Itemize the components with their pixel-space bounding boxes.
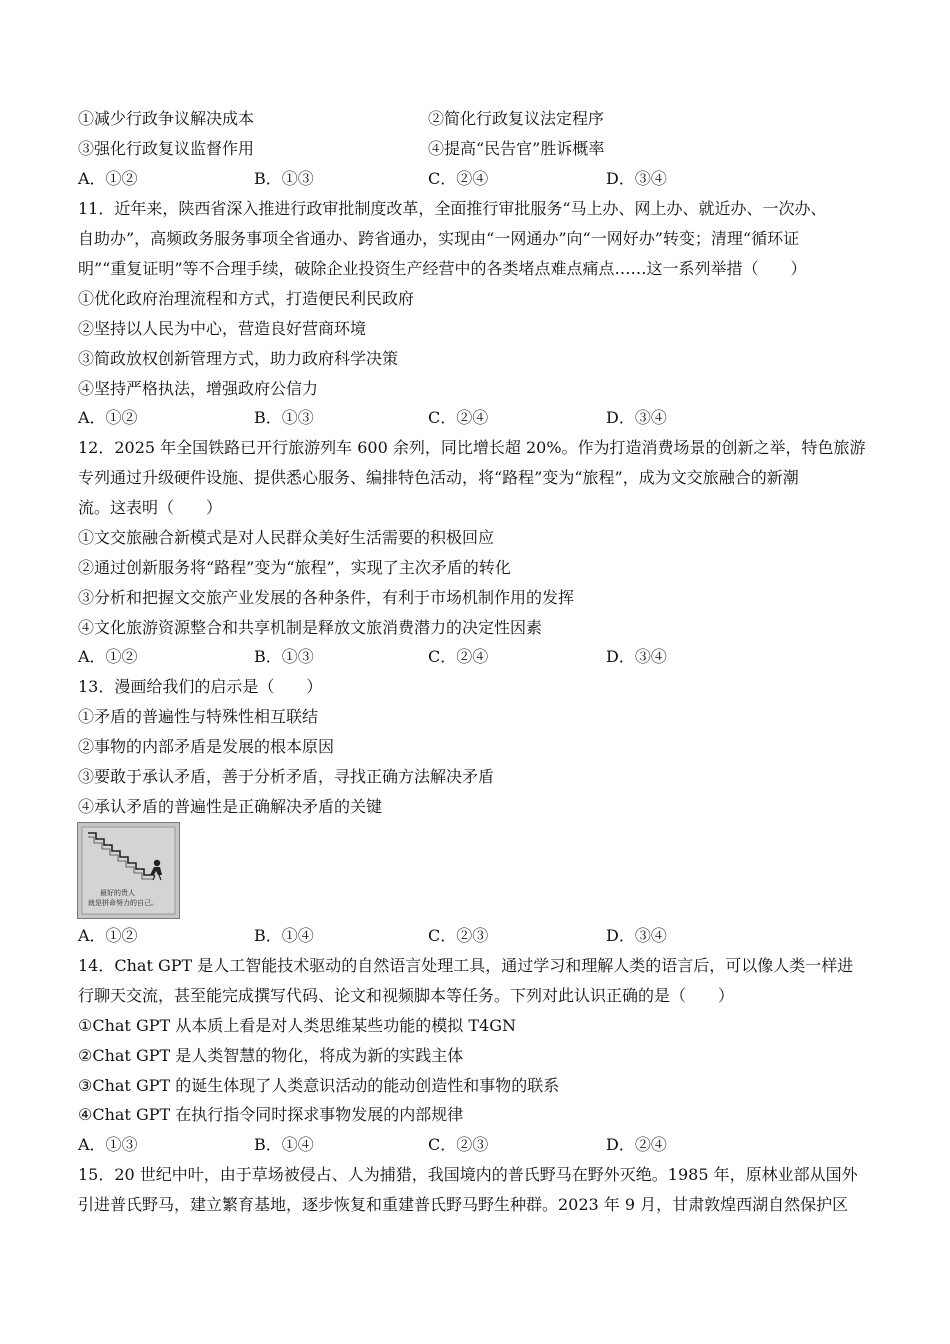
q10-statement-row-2 bbox=[78, 134, 878, 164]
q11-option-b: B．①③ bbox=[254, 408, 314, 427]
q10-statement-3: ③强化行政复议监督作用 bbox=[78, 139, 255, 158]
q13-statement-1: ①矛盾的普遍性与特殊性相互联结 bbox=[78, 707, 319, 726]
q13-option-c: C．②③ bbox=[428, 926, 489, 945]
q12-option-b: B．①③ bbox=[254, 647, 314, 666]
q11-stem-line-1: 11．近年来，陕西省深入推进行政审批制度改革，全面推行审批服务“马上办、网上办、就近办、一次办、 bbox=[78, 199, 827, 218]
q11-statement-1: ①优化政府治理流程和方式，打造便民利民政府 bbox=[78, 289, 415, 308]
q12-statement-1: ①文交旅融合新模式是对人民群众美好生活需要的积极回应 bbox=[78, 528, 495, 547]
q11-option-c: C．②④ bbox=[428, 408, 489, 427]
q10-option-b: B．①③ bbox=[254, 169, 314, 188]
q11-options bbox=[78, 403, 878, 433]
q10-options bbox=[78, 164, 878, 194]
q14-statement-3: ③Chat GPT 的诞生体现了人类意识活动的能动创造性和事物的联系 bbox=[78, 1076, 560, 1095]
q13-statement-4: ④承认矛盾的普遍性是正确解决矛盾的关键 bbox=[78, 797, 383, 816]
q12-option-a: A．①② bbox=[78, 647, 138, 666]
staircase-comic-drawing bbox=[78, 823, 179, 918]
q14-stem-line-1: 14．Chat GPT 是人工智能技术驱动的自然语言处理工具，通过学习和理解人类的语言后，可以像人类一样进 bbox=[78, 956, 854, 975]
q13-option-d: D．③④ bbox=[606, 926, 667, 945]
q14-options bbox=[78, 1130, 878, 1160]
q10-statement-4: ④提高“民告官”胜诉概率 bbox=[428, 139, 605, 158]
q11-option-d: D．③④ bbox=[606, 408, 667, 427]
q14-stem-line-2: 行聊天交流，甚至能完成撰写代码、论文和视频脚本等任务。下列对此认识正确的是（ ） bbox=[78, 986, 735, 1005]
q12-option-d: D．③④ bbox=[606, 647, 667, 666]
q13-option-a: A．①② bbox=[78, 926, 138, 945]
q14-statement-4: ④Chat GPT 在执行指令同时探求事物发展的内部规律 bbox=[78, 1105, 464, 1124]
q10-option-c: C．②④ bbox=[428, 169, 489, 188]
q11-stem-line-2: 自助办”，高频政务服务事项全省通办、跨省通办，实现由“一网通办”向“一网好办”转变；清理“循环证 bbox=[78, 229, 800, 248]
staircase-comic-image bbox=[77, 822, 180, 919]
q10-statement-row-1 bbox=[78, 104, 878, 134]
q13-statement-3: ③要敢于承认矛盾，善于分析矛盾，寻找正确方法解决矛盾 bbox=[78, 767, 495, 786]
q12-stem-line-3: 流。这表明（ ） bbox=[78, 498, 223, 517]
q10-statement-1: ①减少行政争议解决成本 bbox=[78, 109, 255, 128]
q10-option-d: D．③④ bbox=[606, 169, 667, 188]
q11-statement-2: ②坚持以人民为中心，营造良好营商环境 bbox=[78, 319, 367, 338]
q12-option-c: C．②④ bbox=[428, 647, 489, 666]
q15-stem-line-1: 15．20 世纪中叶，由于草场被侵占、人为捕猎，我国境内的普氏野马在野外灭绝。1985 年，原林业部从国外 bbox=[78, 1165, 858, 1184]
q14-option-a: A．①③ bbox=[78, 1135, 138, 1154]
q11-stem-line-3: 明”“重复证明”等不合理手续，破除企业投资生产经营中的各类堵点难点痛点……这一系列举措（ ） bbox=[78, 259, 807, 278]
q14-statement-1: ①Chat GPT 从本质上看是对人类思维某些功能的模拟 T4GN bbox=[78, 1016, 516, 1035]
q14-statement-2: ②Chat GPT 是人类智慧的物化，将成为新的实践主体 bbox=[78, 1046, 464, 1065]
q11-option-a: A．①② bbox=[78, 408, 138, 427]
q11-statement-3: ③简政放权创新管理方式，助力政府科学决策 bbox=[78, 349, 399, 368]
q14-option-d: D．②④ bbox=[606, 1135, 667, 1154]
q12-statement-3: ③分析和把握文交旅产业发展的各种条件，有利于市场机制作用的发挥 bbox=[78, 588, 575, 607]
q11-statement-4: ④坚持严格执法，增强政府公信力 bbox=[78, 379, 319, 398]
q12-stem-line-1: 12．2025 年全国铁路已开行旅游列车 600 余列，同比增长超 20%。作为打造消费场景的创新之举，特色旅游 bbox=[78, 438, 866, 457]
comic-caption-line-1: 最好的贵人 bbox=[100, 889, 135, 897]
q15-stem-line-2: 引进普氏野马，建立繁育基地，逐步恢复和重建普氏野马野生种群。2023 年 9 月，甘肃敦煌西湖自然保护区 bbox=[78, 1195, 849, 1214]
q14-option-b: B．①④ bbox=[254, 1135, 314, 1154]
q13-stem: 13．漫画给我们的启示是（ ） bbox=[78, 677, 323, 696]
q13-option-b: B．①④ bbox=[254, 926, 314, 945]
q13-statement-2: ②事物的内部矛盾是发展的根本原因 bbox=[78, 737, 335, 756]
q12-options bbox=[78, 642, 878, 672]
q12-statement-4: ④文化旅游资源整合和共享机制是释放文旅消费潜力的决定性因素 bbox=[78, 618, 543, 637]
q12-statement-2: ②通过创新服务将“路程”变为“旅程”，实现了主次矛盾的转化 bbox=[78, 558, 511, 577]
comic-caption-line-2: 就是拼命努力的自己。 bbox=[88, 899, 158, 907]
q14-option-c: C．②③ bbox=[428, 1135, 489, 1154]
q10-statement-2: ②简化行政复议法定程序 bbox=[428, 109, 605, 128]
q13-options bbox=[78, 921, 878, 951]
q10-option-a: A．①② bbox=[78, 169, 138, 188]
q12-stem-line-2: 专列通过升级硬件设施、提供悉心服务、编排特色活动，将“路程”变为“旅程”，成为文交旅融合的新潮 bbox=[78, 468, 799, 487]
